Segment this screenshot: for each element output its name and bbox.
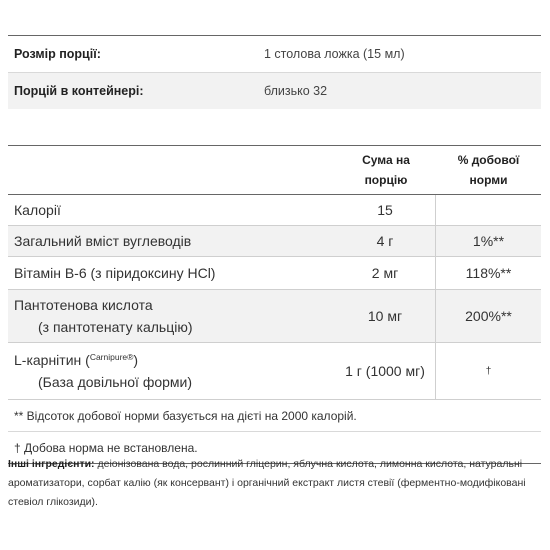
serving-size-row [8,36,541,73]
nutrient-amount: 10 мг [335,290,436,342]
nutrient-amount: 1 г (1000 мг) [335,343,436,399]
footnote-not-established: † Добова норма не встановлена. [14,440,198,455]
brand-superscript: Carnipure® [89,352,134,362]
nutrient-row-l-carnitine [8,343,541,400]
nutrient-amount: 15 [335,195,436,225]
nutrient-dv: 200%** [465,308,512,324]
nutrient-dv: † [485,365,492,377]
serving-size-value: 1 столова ложка (15 мл) [264,47,405,61]
nutrient-name: L-карнітин ($^{Carnipure®}$) [14,352,139,368]
nutrient-dv [436,195,541,225]
nutrient-amount: 2 мг [335,257,436,289]
column-header-row [8,146,541,195]
nutrient-source: (з пантотенату кальцію) [38,319,193,335]
nutrient-row-calories [8,195,541,226]
nutrient-dv: 1%** [472,233,505,249]
servings-per-container-value: близько 32 [264,84,328,98]
header-blank-cell [8,146,336,194]
other-ingredients [8,455,538,512]
nutrient-dv: 118%** [465,265,512,281]
nutrient-name: Вітамін B-6 (з піридоксину HCl) [14,265,216,281]
dv-header-line1: % добової [457,153,520,167]
servings-per-container-row [8,73,541,109]
nutrient-name: Загальний вміст вуглеводів [14,233,192,249]
nutrient-name: Пантотенова кислота [14,297,153,313]
nutrient-row-pantothenic-acid [8,290,541,343]
nutrient-amount: 4 г [335,226,436,256]
amount-per-serving-header [336,146,436,194]
nutrient-name: Калорії [14,202,61,218]
amount-header-line2: порцію [364,173,408,187]
daily-value-header [436,146,541,194]
nutrient-row-vitamin-b6 [8,257,541,290]
ingredients-text: деіонізована вода, рослинний гліцерин, яблучна кислота, лимонна кислота, натуральні ароматизатори, сорбат калію (як консервант) і органічний екстракт листя стевії (ферментно-модифіковані стевіол глікозиди). [8,458,526,508]
serving-size-label: Розмір порції: [14,47,101,61]
nutrient-source: (База довільної форми) [38,374,193,390]
servings-per-container-label: Порцій в контейнері: [14,84,144,98]
footnote-daily-value: ** Відсоток добової норми базується на дієті на 2000 калорій. [8,400,541,432]
supplement-facts-panel [8,35,541,464]
ingredients-label: Інші інгредієнти: [8,458,95,470]
section-spacer [8,109,541,146]
nutrient-row-carbohydrates [8,226,541,257]
dv-header-line2: норми [469,173,508,187]
amount-header-line1: Сума на [362,153,410,167]
